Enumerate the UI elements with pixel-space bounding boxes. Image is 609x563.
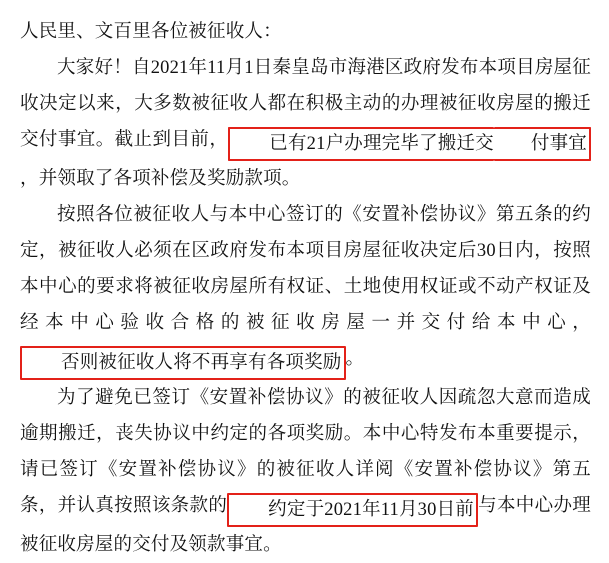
document-body bbox=[20, 14, 591, 563]
highlight-box-no-reward: 否则被征收人将不再享有各项奖励 bbox=[20, 346, 346, 380]
salutation-line: 人民里、文百里各位被征收人： bbox=[20, 22, 282, 42]
paragraph-2 bbox=[20, 197, 591, 380]
highlight-box-handled-households-cont: 付事宜 bbox=[494, 127, 591, 161]
paragraph-2-text-part-2: 。 bbox=[345, 349, 365, 369]
paragraph-2-text-part-1: 按照各位被征收人与本中心签订的《安置补偿协议》第五条的约定，被征收人必须在区政府发布本项目房屋征收决定后30日内，按照本中心的要求将被征收房屋所有权证、土地使用权证或不动产权证及经本中心验收合格的被征收房屋一并交付给本中心， bbox=[20, 205, 591, 333]
paragraph-1-text-part-2: ，并领取了各项补偿及奖励款项。 bbox=[20, 169, 301, 189]
paragraph-1 bbox=[20, 50, 591, 197]
paragraph-3 bbox=[20, 380, 591, 563]
paragraph-3-text-part-1: 为了避免已签订《安置补偿协议》的被征收人因疏忽大意而造成逾期搬迁，丧失协议中约定的各项奖励。本中心特发布本重要提示，请已签订《安置补偿协议》的被征收人详阅《安置补偿协议》第五条，并认真按照该条款的 bbox=[20, 388, 591, 516]
paragraph-1-text-part-1: 大家好！自2021年11月1日秦皇岛市海港区政府发布本项目房屋征收决定以来，大多数被征收人都在积极主动的办理被征收房屋的搬迁交付事宜。截止到目前， bbox=[20, 58, 591, 150]
highlight-box-deadline-date: 约定于2021年11月30日前 bbox=[227, 493, 478, 527]
highlight-box-handled-households: 已有21户办理完毕了搬迁交 bbox=[228, 127, 494, 161]
paragraph-3-text-part-2: 与本中心办理被征收房屋的交付及领款事宜。 bbox=[20, 496, 592, 555]
